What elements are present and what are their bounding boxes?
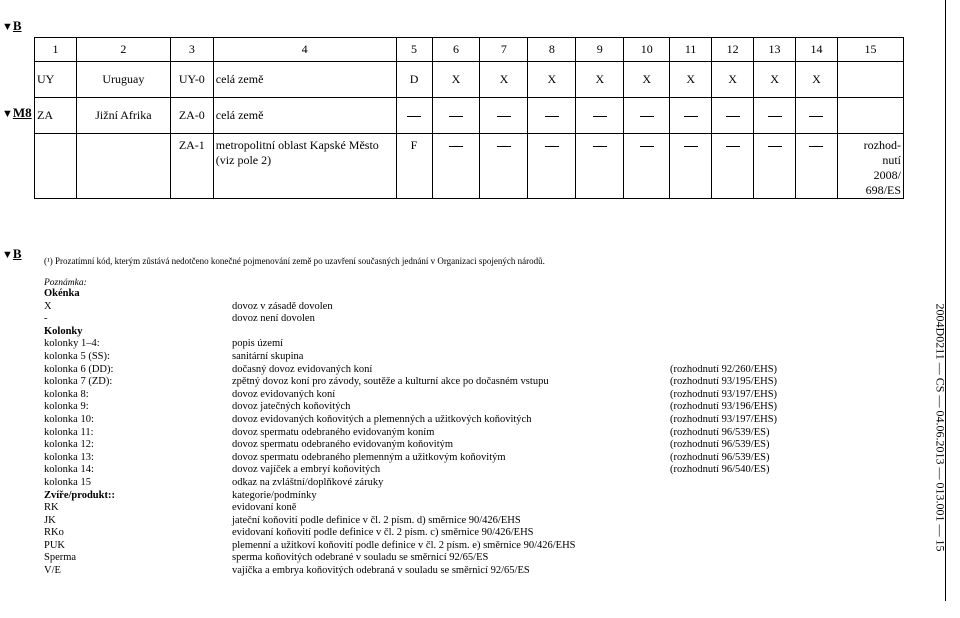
cell-dash	[432, 134, 480, 199]
cell-x: X	[796, 62, 838, 98]
cell-territory: celá země	[213, 98, 396, 134]
cell-code: ZA-0	[170, 98, 213, 134]
cell-dash	[528, 134, 576, 199]
country-table	[34, 37, 904, 199]
dash-mark	[726, 146, 740, 147]
legend-reference: (rozhodnutí 93/197/EHS)	[670, 413, 778, 425]
dash-mark	[593, 146, 607, 147]
cell-x: X	[576, 62, 624, 98]
legend-value: plemenní a užitkoví koňovití podle definice v čl. 2 písm. e) směrnice 90/426/EHS	[232, 539, 576, 551]
legend-key: kolonka 9:	[44, 401, 89, 413]
header-cell: 3	[170, 38, 213, 62]
cell-group: D	[396, 62, 432, 98]
dash-mark	[684, 116, 698, 117]
cell-dash	[576, 98, 624, 134]
cell-dash	[528, 98, 576, 134]
header-cell: 11	[670, 38, 712, 62]
legend-key: kolonka 15	[44, 476, 91, 488]
cell-dash	[670, 134, 712, 199]
amendment-marker-b2: ▼B	[2, 246, 22, 261]
table-row-za1	[35, 134, 904, 199]
table-row-uy	[35, 62, 904, 98]
cell-iso: ZA	[35, 98, 77, 134]
cell-x: X	[624, 62, 670, 98]
amendment-marker-m8: ▼M8	[2, 105, 32, 120]
legend-key: Kolonky	[44, 325, 83, 337]
cell-dash	[796, 134, 838, 199]
legend-key: kolonka 7 (ZD):	[44, 376, 113, 388]
legend-key: kolonky 1–4:	[44, 338, 100, 350]
legend-key: RKo	[44, 527, 64, 539]
legend-key: V/E	[44, 565, 61, 577]
legend-key: X	[44, 300, 52, 312]
cell-dash	[670, 98, 712, 134]
legend-value: dovoz evidovaných koňovitých a plemenných a užitkových koňovitých	[232, 413, 532, 425]
cell-x: X	[670, 62, 712, 98]
header-cell: 6	[432, 38, 480, 62]
dash-mark	[768, 116, 782, 117]
legend-key: kolonka 8:	[44, 388, 89, 400]
legend-reference: (rozhodnutí 92/260/EHS)	[670, 363, 778, 375]
dash-mark	[726, 116, 740, 117]
legend-value: evidovaní koňovití podle definice v čl. 2 písm. c) směrnice 90/426/EHS	[232, 527, 534, 539]
header-cell: 2	[76, 38, 170, 62]
legend-value: dovoz jatečných koňovitých	[232, 401, 351, 413]
cell-dash	[480, 134, 528, 199]
legend-key: kolonka 5 (SS):	[44, 350, 110, 362]
header-cell: 7	[480, 38, 528, 62]
cell-iso: UY	[35, 62, 77, 98]
legend-value: dovoz spermatu odebraného plemenným a užitkovým koňovitým	[232, 451, 506, 463]
header-cell: 14	[796, 38, 838, 62]
dash-mark	[497, 116, 511, 117]
legend-key: kolonka 6 (DD):	[44, 363, 114, 375]
cell-dash	[432, 98, 480, 134]
legend-reference: (rozhodnutí 96/539/ES)	[670, 451, 770, 463]
legend-key: PUK	[44, 539, 66, 551]
dash-mark	[593, 116, 607, 117]
cell-x: X	[480, 62, 528, 98]
dash-mark	[809, 116, 823, 117]
cell-dash	[754, 134, 796, 199]
legend-value: zpětný dovoz koní pro závody, soutěže a kulturní akce po dočasném vstupu	[232, 376, 549, 388]
legend-reference: (rozhodnutí 96/539/ES)	[670, 439, 770, 451]
header-cell: 9	[576, 38, 624, 62]
legend-reference: (rozhodnutí 93/197/EHS)	[670, 388, 778, 400]
legend-value: dovoz vajíček a embryí koňovitých	[232, 464, 381, 476]
cell-dash	[712, 98, 754, 134]
legend-value: popis území	[232, 338, 284, 350]
amendment-marker-b: ▼B	[2, 18, 22, 33]
legend-key: RK	[44, 502, 59, 514]
legend-key: Zvíře/produkt::	[44, 489, 115, 501]
legend-value: kategorie/podmínky	[232, 489, 317, 501]
note-heading: Poznámka:	[44, 278, 87, 288]
cell-empty	[837, 98, 903, 134]
legend-reference: (rozhodnutí 96/540/ES)	[670, 464, 770, 476]
cell-empty	[35, 134, 77, 199]
legend-key: kolonka 13:	[44, 451, 94, 463]
cell-dash	[396, 98, 432, 134]
document-reference: 2004D0211 — CS — 04.06.2013 — 013.001 — 15	[933, 303, 948, 552]
cell-group: F	[396, 134, 432, 199]
legend-value: evidovaní koně	[232, 502, 297, 514]
legend-key: kolonka 12:	[44, 439, 94, 451]
header-cell: 13	[754, 38, 796, 62]
cell-dash	[576, 134, 624, 199]
dash-mark	[545, 116, 559, 117]
cell-code: UY-0	[170, 62, 213, 98]
table-row-za0	[35, 98, 904, 134]
header-cell: 15	[837, 38, 903, 62]
cell-code: ZA-1	[170, 134, 213, 199]
dash-mark	[809, 146, 823, 147]
legend-value: jateční koňovití podle definice v čl. 2 písm. d) směrnice 90/426/EHS	[232, 514, 521, 526]
cell-dash	[796, 98, 838, 134]
header-cell: 1	[35, 38, 77, 62]
legend-reference: (rozhodnutí 93/196/EHS)	[670, 401, 778, 413]
legend-reference: (rozhodnutí 93/195/EHS)	[670, 376, 778, 388]
legend-reference: (rozhodnutí 96/539/ES)	[670, 426, 770, 438]
legend-key: Okénka	[44, 288, 80, 299]
legend-key: kolonka 11:	[44, 426, 94, 438]
dash-mark	[545, 146, 559, 147]
dash-mark	[640, 146, 654, 147]
cell-empty	[837, 62, 903, 98]
dash-mark	[449, 116, 463, 117]
cell-x: X	[754, 62, 796, 98]
cell-territory: celá země	[213, 62, 396, 98]
cell-country: Jižní Afrika	[76, 98, 170, 134]
dash-mark	[768, 146, 782, 147]
dash-mark	[497, 146, 511, 147]
table-header-row	[35, 38, 904, 62]
legend-key: -	[44, 313, 48, 325]
footnote: (¹) Prozatímní kód, kterým zůstává nedotčeno konečné pojmenování země po uzavření současných jednání v Organizaci spojených národů.	[44, 256, 545, 266]
dash-mark	[449, 146, 463, 147]
legend-key: kolonka 10:	[44, 413, 94, 425]
cell-dash	[624, 98, 670, 134]
header-cell: 12	[712, 38, 754, 62]
cell-x: X	[712, 62, 754, 98]
cell-territory: metropolitní oblast Kapské Město (viz pole 2)	[213, 134, 396, 199]
dash-mark	[684, 146, 698, 147]
cell-empty	[76, 134, 170, 199]
cell-dash	[712, 134, 754, 199]
legend-value: odkaz na zvláštní/doplňkové záruky	[232, 476, 384, 488]
legend-value: dovoz evidovaných koní	[232, 388, 336, 400]
legend-key: Sperma	[44, 552, 77, 564]
dash-mark	[407, 116, 421, 117]
legend-value: dovoz v zásadě dovolen	[232, 300, 333, 312]
header-cell: 10	[624, 38, 670, 62]
header-cell: 5	[396, 38, 432, 62]
legend-value: dovoz spermatu odebraného evidovaným koňovitým	[232, 439, 454, 451]
legend-key: JK	[44, 514, 56, 526]
cell-x: X	[432, 62, 480, 98]
legend-value: sperma koňovitých odebrané v souladu se směrnicí 92/65/ES	[232, 552, 489, 564]
legend-key: kolonka 14:	[44, 464, 94, 476]
cell-guarantee-ref: rozhod- nutí 2008/ 698/ES	[837, 134, 903, 199]
dash-mark	[640, 116, 654, 117]
cell-dash	[624, 134, 670, 199]
header-cell: 8	[528, 38, 576, 62]
cell-x: X	[528, 62, 576, 98]
legend-value: dočasný dovoz evidovaných koní	[232, 363, 373, 375]
legend-value: dovoz není dovolen	[232, 313, 315, 325]
cell-dash	[754, 98, 796, 134]
legend-value: vajíčka a embrya koňovitých odebraná v souladu se směrnicí 92/65/ES	[232, 565, 530, 577]
header-cell: 4	[213, 38, 396, 62]
cell-country: Uruguay	[76, 62, 170, 98]
legend-value: sanitární skupina	[232, 350, 304, 362]
cell-dash	[480, 98, 528, 134]
legend-value: dovoz spermatu odebraného evidovaným koním	[232, 426, 435, 438]
